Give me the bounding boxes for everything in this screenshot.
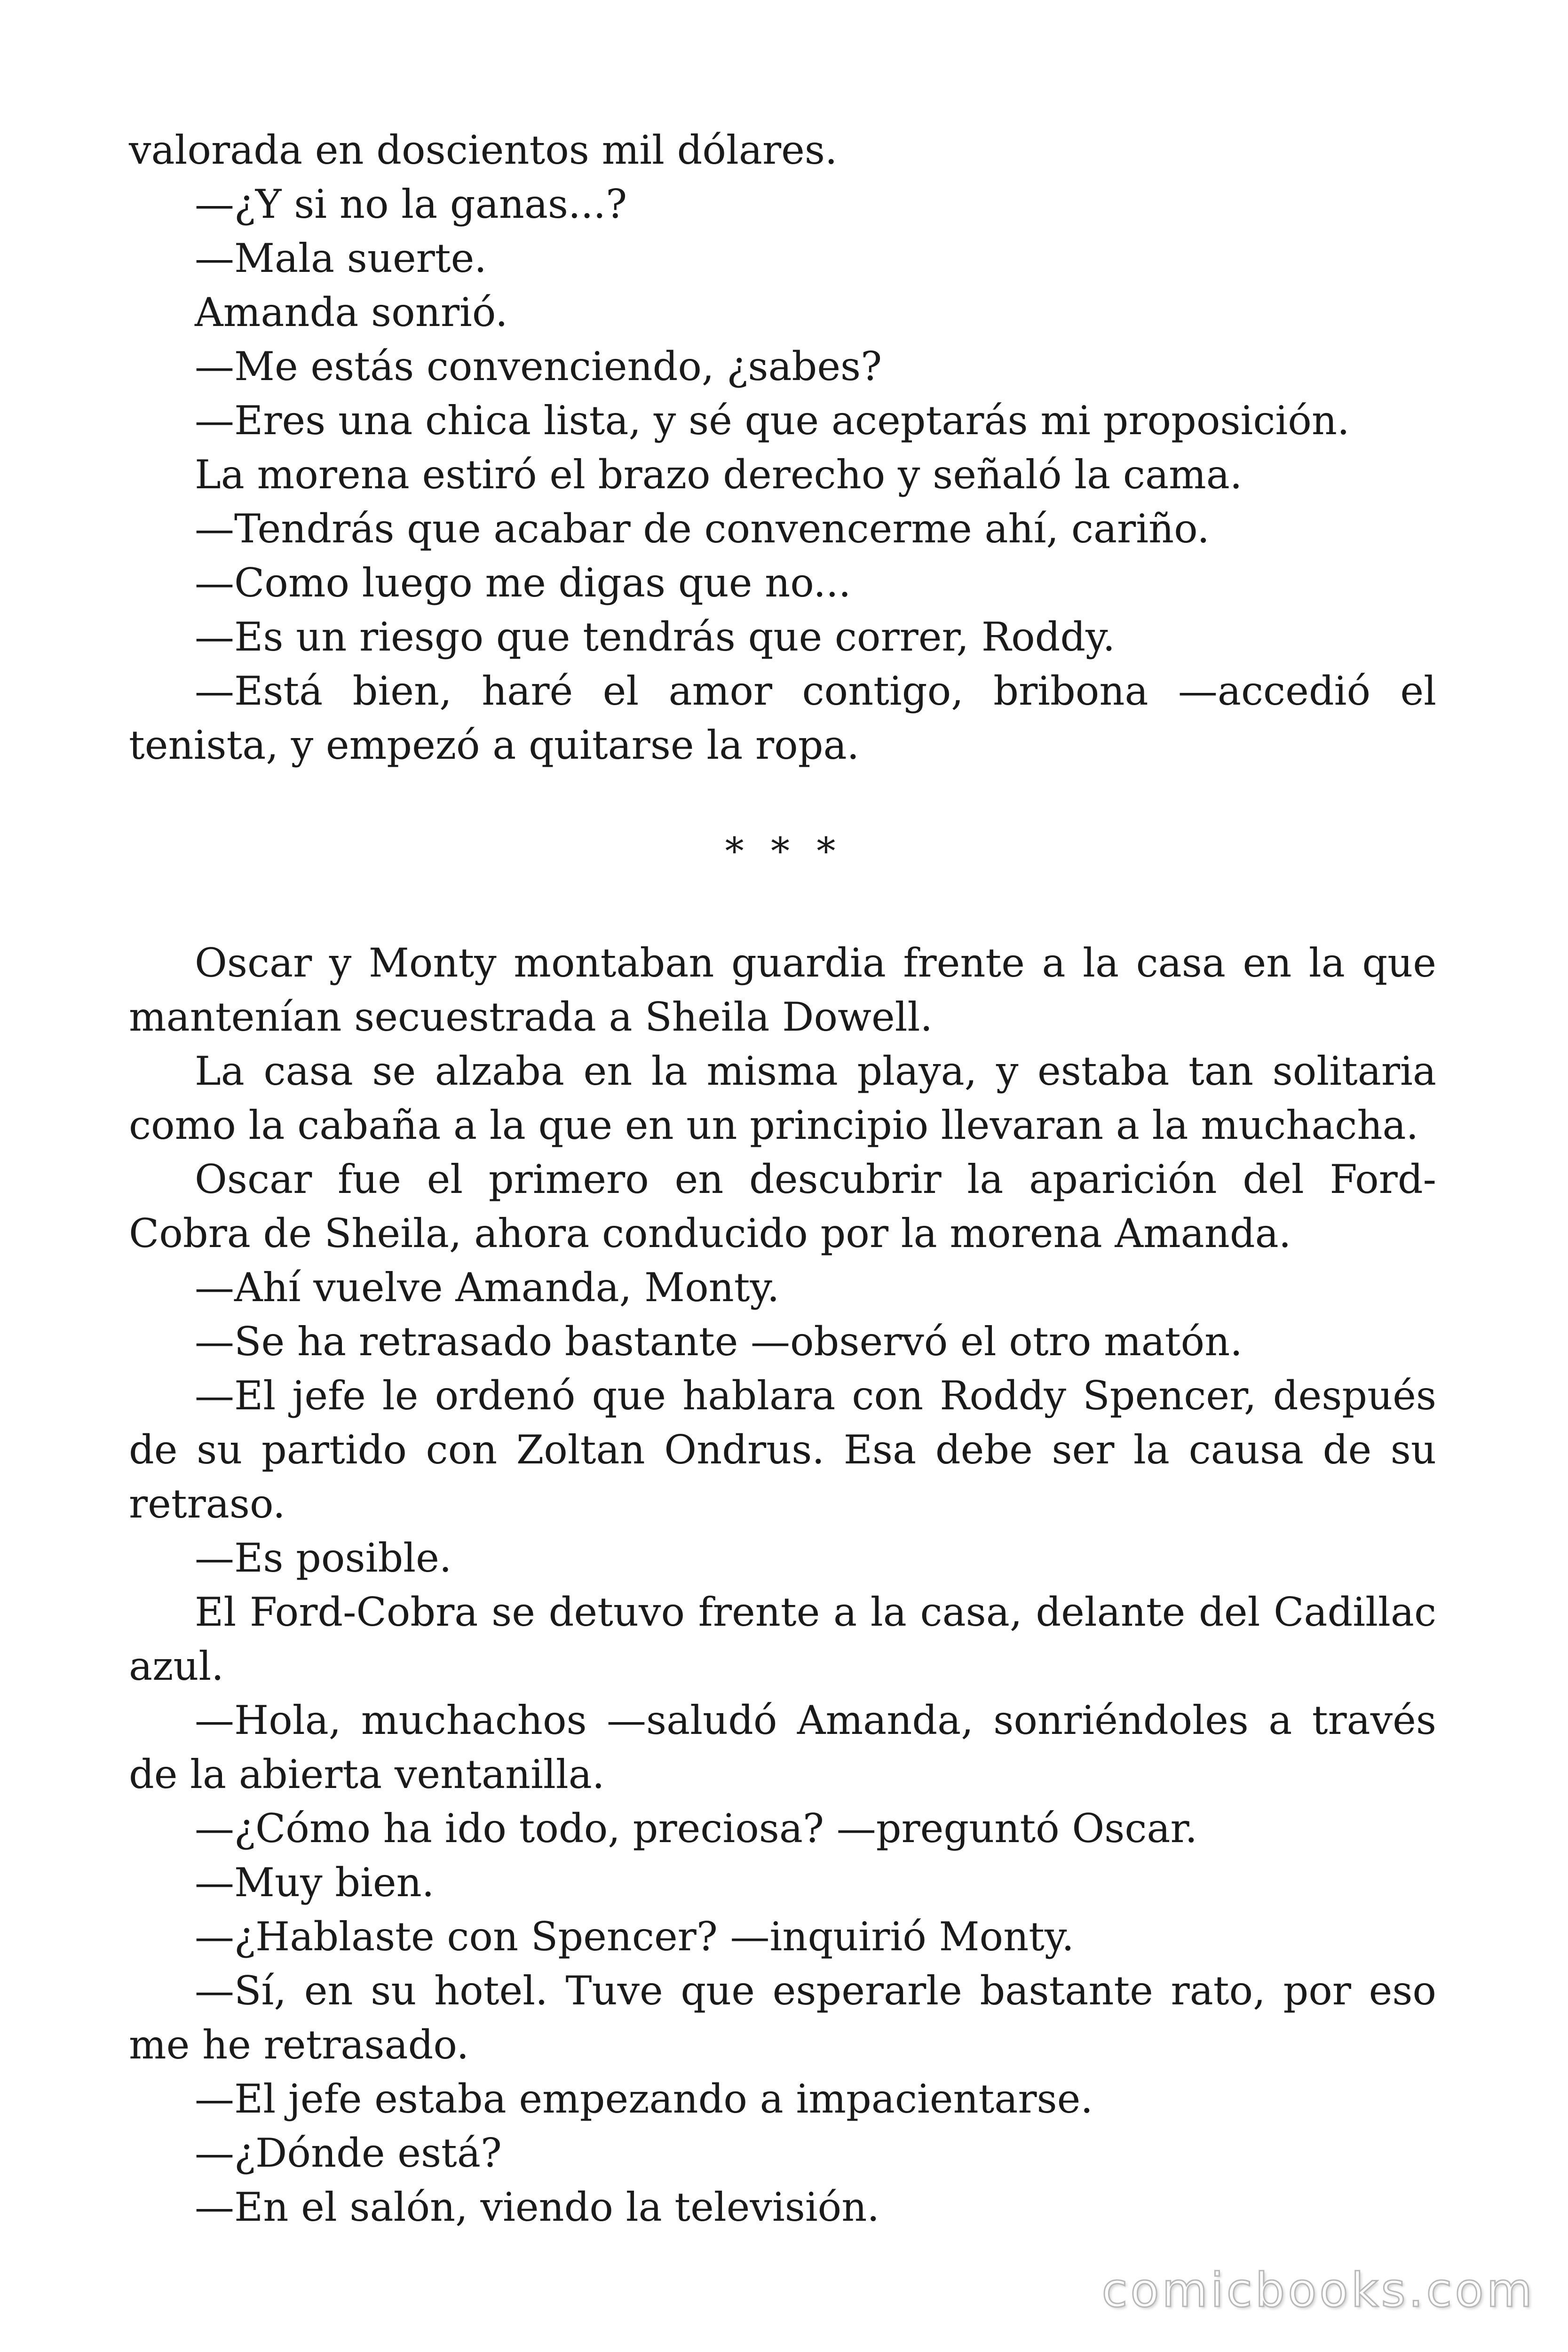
paragraph: —Está bien, haré el amor contigo, bribona —accedió el tenista, y empezó a quitarse la ropa. xyxy=(129,668,1436,768)
paragraph: El Ford-Cobra se detuvo frente a la casa, delante del Cadillac azul. xyxy=(129,1589,1436,1689)
paragraph: —¿Dónde está? xyxy=(195,2130,502,2176)
paragraph: La casa se alzaba en la misma playa, y estaba tan solitaria como la cabaña a la que en un principio llevaran a la muchacha. xyxy=(129,1048,1436,1148)
paragraph: —Como luego me digas que no... xyxy=(195,560,851,606)
paragraph: —Es posible. xyxy=(195,1535,452,1581)
paragraph: —Muy bien. xyxy=(195,1859,435,1906)
text-section-top xyxy=(129,123,1436,772)
paragraph: —En el salón, viendo la televisión. xyxy=(195,2184,880,2230)
paragraph: —Eres una chica lista, y sé que aceptarás mi proposición. xyxy=(195,397,1350,444)
watermark: comicbooks.com xyxy=(1101,2263,1535,2318)
paragraph: Amanda sonrió. xyxy=(195,289,508,335)
paragraph: —Hola, muchachos —saludó Amanda, sonriéndoles a través de la abierta ventanilla. xyxy=(129,1697,1436,1797)
paragraph: —Mala suerte. xyxy=(195,235,487,281)
paragraph: —¿Hablaste con Spencer? —inquirió Monty. xyxy=(195,1914,1074,1960)
paragraph: La morena estiró el brazo derecho y señaló la cama. xyxy=(195,452,1243,498)
paragraph: Oscar y Monty montaban guardia frente a la casa en la que mantenían secuestrada a Sheila Dowell. xyxy=(129,940,1436,1040)
paragraph: —Se ha retrasado bastante —observó el otro matón. xyxy=(195,1319,1243,1365)
paragraph: —Me estás convenciendo, ¿sabes? xyxy=(195,343,882,389)
paragraph: Oscar fue el primero en descubrir la aparición del Ford-Cobra de Sheila, ahora conducido por la morena Amanda. xyxy=(129,1156,1436,1256)
paragraph: —¿Y si no la ganas...? xyxy=(195,181,627,227)
text-section-bottom xyxy=(129,936,1436,2234)
paragraph: —¿Cómo ha ido todo, preciosa? —preguntó Oscar. xyxy=(195,1805,1198,1851)
paragraph: —Tendrás que acabar de convencerme ahí, cariño. xyxy=(195,506,1210,552)
paragraph: —El jefe estaba empezando a impacientarse. xyxy=(195,2076,1093,2122)
paragraph: —El jefe le ordenó que hablara con Roddy Spencer, después de su partido con Zoltan Ondrus. Esa debe ser la causa de su retraso. xyxy=(129,1373,1436,1527)
paragraph: —Sí, en su hotel. Tuve que esperarle bastante rato, por eso me he retrasado. xyxy=(129,1968,1436,2068)
scene-break-separator: * * * xyxy=(725,829,843,873)
paragraph: —Ahí vuelve Amanda, Monty. xyxy=(195,1264,780,1311)
paragraph: —Es un riesgo que tendrás que correr, Roddy. xyxy=(195,614,1116,660)
paragraph: valorada en doscientos mil dólares. xyxy=(129,127,838,173)
